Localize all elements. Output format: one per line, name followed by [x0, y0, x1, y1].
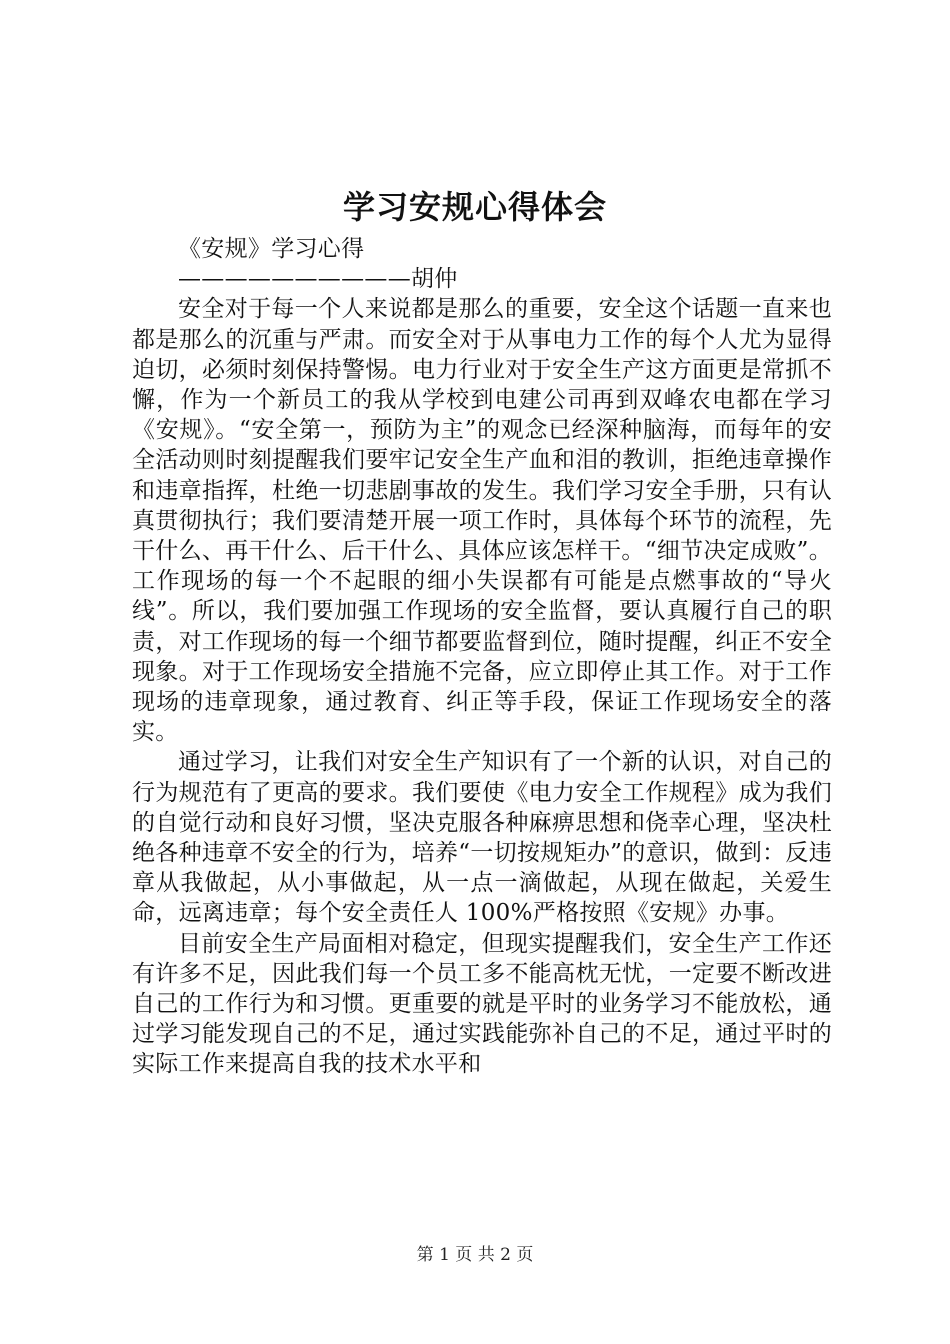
page-footer: 第 1 页 共 2 页: [416, 1245, 534, 1265]
paragraph-3: 目前安全生产局面相对稳定，但现实提醒我们，安全生产工作还有许多不足，因此我们每一个员工多不能高枕无忧，一定要不断改进自己的工作行为和习惯。更重要的就是平时的业务学习不能放松，通过学习能发现自己的不足，通过实践能弥补自己的不足，通过平时的实际工作来提高自我的技术水平和: [132, 930, 832, 1078]
author-line: ——————————胡仲: [178, 266, 458, 293]
document-body: [132, 234, 832, 1080]
document-subtitle: 《安规》学习心得: [178, 236, 365, 262]
paragraph-1: 安全对于每一个人来说都是那么的重要，安全这个话题一直来也都是那么的沉重与严肃。而安全对于从事电力工作的每个人尤为显得迫切，必须时刻保持警惕。电力行业对于安全生产这方面更是常抓不懈，作为一个新员工的我从学校到电建公司再到双峰农电都在学习《安规》。“安全第一，预防为主”的观念已经深种脑海，而每年的安全活动则时刻提醒我们要牢记安全生产血和泪的教训，拒绝违章操作和违章指挥，杜绝一切悲剧事故的发生。我们学习安全手册，只有认真贯彻执行；我们要清楚开展一项工作时，具体每个环节的流程，先干什么、再干什么、后干什么、具体应该怎样干。“细节决定成败”。工作现场的每一个不起眼的细小失误都有可能是点燃事故的“导火线”。所以，我们要加强工作现场的安全监督，要认真履行自己的职责，对工作现场的每一个细节都要监督到位，随时提醒，纠正不安全现象。对于工作现场安全措施不完备，应立即停止其工作。对于工作现场的违章现象，通过教育、纠正等手段，保证工作现场安全的落实。: [132, 296, 832, 746]
document-title: 学习安规心得体会: [342, 188, 607, 226]
paragraph-2: 通过学习，让我们对安全生产知识有了一个新的认识，对自己的行为规范有了更高的要求。我们要使《电力安全工作规程》成为我们的自觉行动和良好习惯，坚决克服各种麻痹思想和侥幸心理，坚决杜绝各种违章不安全的行为，培养“一切按规矩办”的意识，做到：反违章从我做起，从小事做起，从一点一滴做起，从现在做起，关爱生命，远离违章；每个安全责任人 100%严格按照《安规》办事。: [132, 749, 832, 927]
